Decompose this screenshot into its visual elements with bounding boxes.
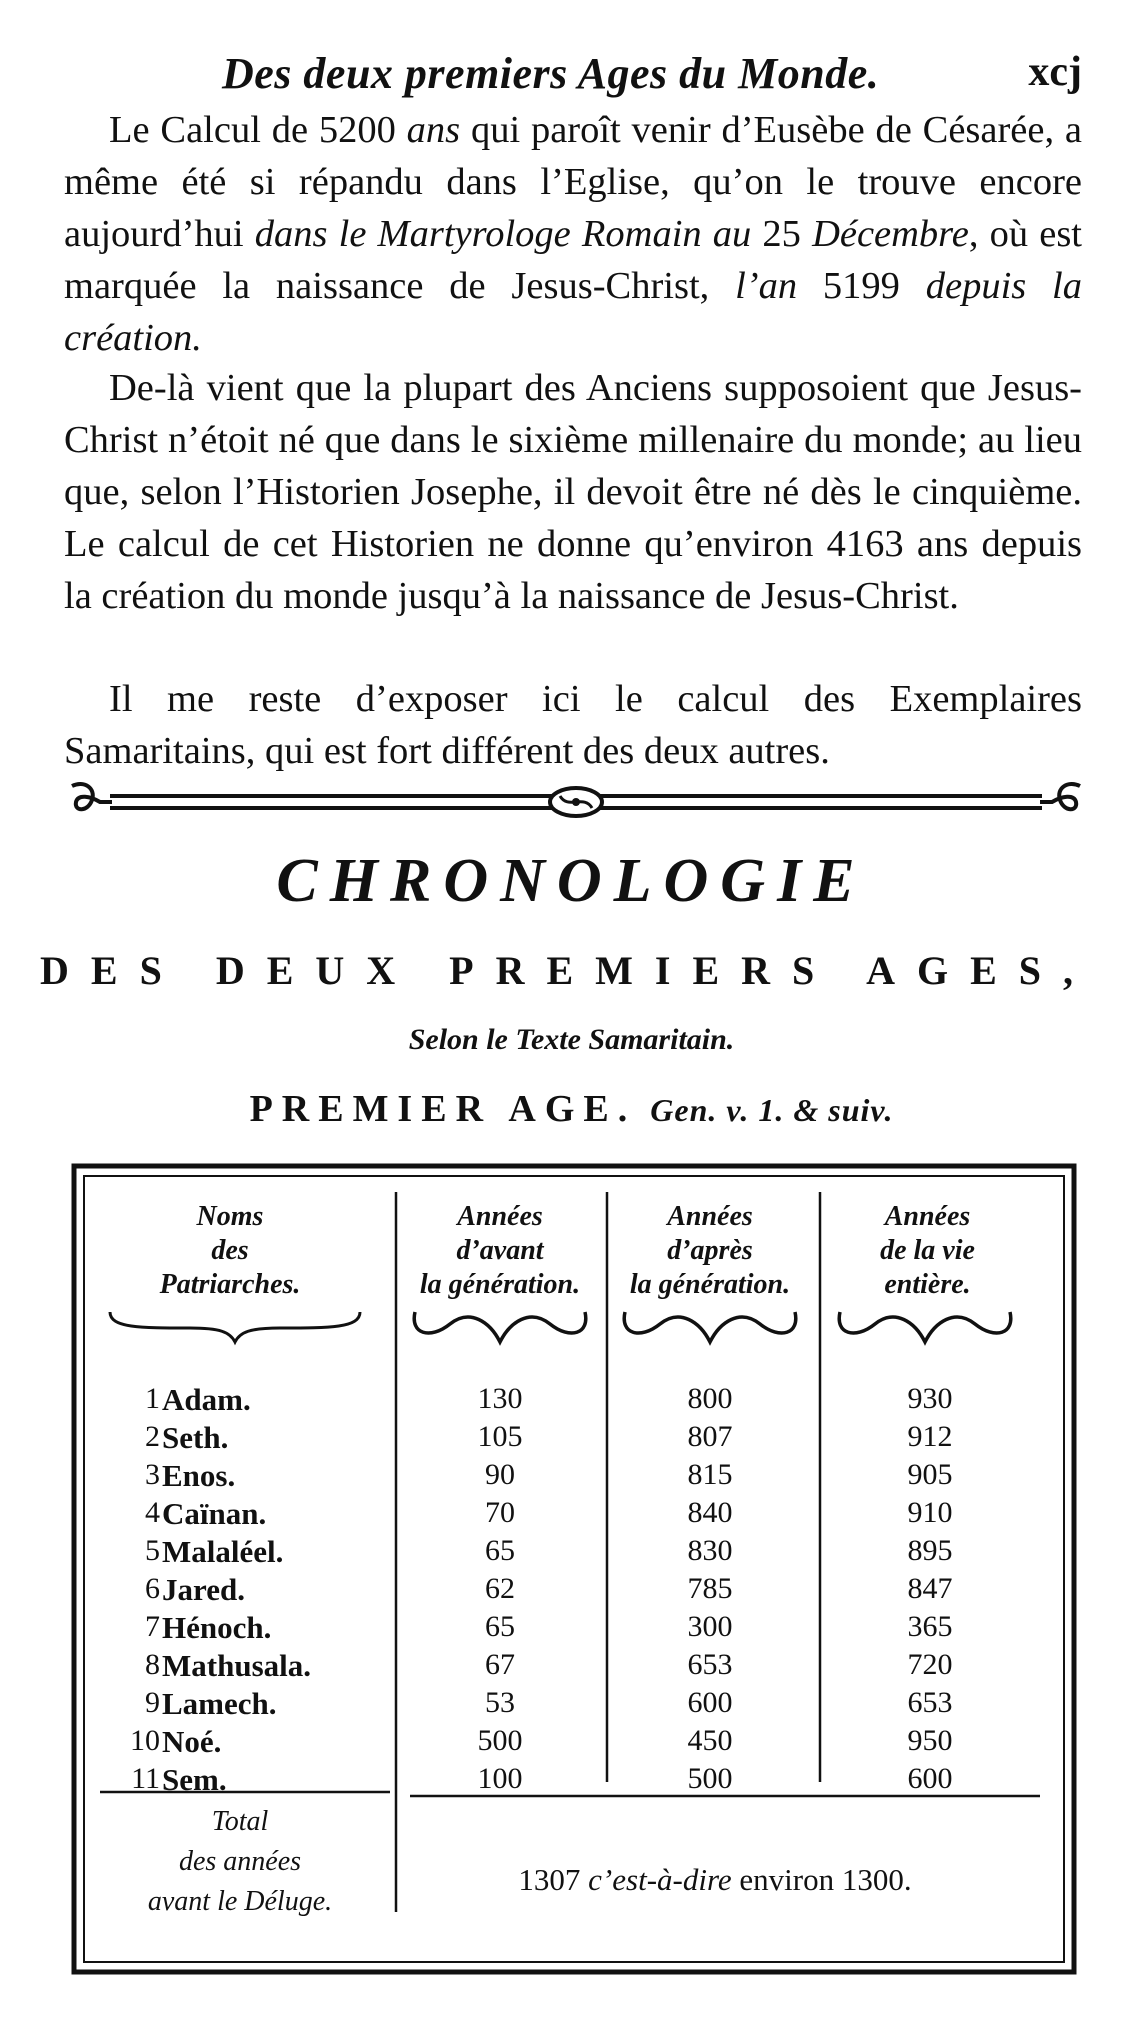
total-approx: environ 1300. xyxy=(739,1862,912,1897)
row-number: 5 xyxy=(145,1534,160,1567)
table-row xyxy=(70,1572,1078,1610)
years-after: 500 xyxy=(687,1762,733,1795)
ornamental-divider xyxy=(70,778,1082,826)
total-label xyxy=(90,1802,390,1922)
row-number: 3 xyxy=(145,1458,160,1491)
total-label-line: des années xyxy=(178,1846,302,1877)
paragraph-1-run: l’an xyxy=(735,265,798,307)
row-number: 9 xyxy=(145,1686,160,1719)
chronology-subtitle: DES DEUX PREMIERS AGES, xyxy=(40,948,1096,993)
header-line: Noms xyxy=(196,1201,264,1232)
table-row xyxy=(70,1686,1078,1724)
age-heading-label: PREMIER AGE. xyxy=(249,1088,637,1130)
table-row xyxy=(70,1420,1078,1458)
header-line: Patriarches. xyxy=(159,1269,301,1300)
years-before: 105 xyxy=(477,1420,523,1453)
patriarch-name: Malaléel. xyxy=(162,1534,284,1569)
years-before: 130 xyxy=(477,1382,523,1415)
years-after: 600 xyxy=(687,1686,733,1719)
years-before: 62 xyxy=(485,1572,515,1605)
chronology-title: CHRONOLOGIE xyxy=(276,847,867,915)
header-line: Années xyxy=(667,1201,753,1232)
years-after: 300 xyxy=(687,1610,733,1643)
chronology-source: Selon le Texte Samaritain. xyxy=(408,1023,735,1056)
patriarch-name: Sem. xyxy=(162,1762,227,1797)
table-row xyxy=(70,1724,1078,1762)
table-row xyxy=(70,1762,1078,1800)
total-life: 847 xyxy=(907,1572,953,1605)
total-life: 895 xyxy=(907,1534,953,1567)
age-reference: Gen. v. 1. & suiv. xyxy=(650,1092,894,1128)
years-before: 53 xyxy=(485,1686,515,1719)
total-life: 950 xyxy=(907,1724,953,1757)
patriarch-name: Noé. xyxy=(162,1724,222,1759)
paragraph-2 xyxy=(64,362,1082,622)
age-heading xyxy=(0,1087,1143,1131)
total-life: 930 xyxy=(907,1382,953,1415)
patriarchs-table xyxy=(70,1162,1078,1976)
header-line: la génération. xyxy=(629,1269,791,1300)
row-number: 7 xyxy=(145,1610,160,1643)
header-years-after xyxy=(610,1200,810,1302)
years-after: 785 xyxy=(687,1572,733,1605)
row-number: 6 xyxy=(145,1572,160,1605)
paragraph-1-run: dans le Martyrologe Romain au xyxy=(254,213,752,255)
paragraph-1-run: Le Calcul de 5200 xyxy=(109,109,407,151)
years-after: 800 xyxy=(687,1382,733,1415)
row-number: 2 xyxy=(145,1420,160,1453)
patriarch-name: Jared. xyxy=(162,1572,245,1607)
paragraph-3 xyxy=(64,673,1082,777)
years-before: 100 xyxy=(477,1762,523,1795)
header-line: d’après xyxy=(667,1235,753,1266)
total-life: 912 xyxy=(907,1420,953,1453)
paragraph-2-text: De-là vient que la plupart des Anciens supposoient que Jesus-Christ n’étoit né que dans le sixième millenaire du monde; au lieu que, selon l’Historien Josephe, il devoit être né dès le cinquième. Le calcul de cet Historien ne donne qu’environ 4163 ans depuis la création du monde jusqu’à la naissance de Jesus-Christ. xyxy=(64,367,1082,617)
paragraph-1-run: 5199 xyxy=(797,265,926,307)
years-before: 90 xyxy=(485,1458,515,1491)
paragraph-3-text: Il me reste d’exposer ici le calcul des Exemplaires Samaritains, qui est fort différent des deux autres. xyxy=(64,678,1082,772)
patriarch-name: Seth. xyxy=(162,1420,229,1455)
row-number: 11 xyxy=(131,1762,160,1795)
total-life: 365 xyxy=(907,1610,953,1643)
total-life: 720 xyxy=(907,1648,953,1681)
page-number: xcj xyxy=(1028,49,1082,95)
table-row xyxy=(70,1382,1078,1420)
header-line: d’avant xyxy=(456,1235,544,1266)
years-before: 500 xyxy=(477,1724,523,1757)
patriarch-name: Mathusala. xyxy=(162,1648,311,1683)
paragraph-1-run: depuis la création. xyxy=(64,265,1083,359)
years-after: 815 xyxy=(687,1458,733,1491)
patriarch-name: Adam. xyxy=(162,1382,251,1417)
header-line: la génération. xyxy=(419,1269,581,1300)
table-row xyxy=(70,1458,1078,1496)
patriarch-name: Caïnan. xyxy=(162,1496,267,1531)
years-before: 67 xyxy=(485,1648,515,1681)
total-number: 1307 xyxy=(518,1862,581,1897)
row-number: 4 xyxy=(145,1496,160,1529)
total-phrase: c’est-à-dire xyxy=(588,1862,732,1897)
years-after: 840 xyxy=(687,1496,733,1529)
total-label-line: Total xyxy=(211,1806,269,1837)
table-row xyxy=(70,1648,1078,1686)
total-life: 910 xyxy=(907,1496,953,1529)
table-row xyxy=(70,1534,1078,1572)
running-head xyxy=(222,48,1082,108)
years-before: 65 xyxy=(485,1534,515,1567)
header-line: de la vie xyxy=(880,1235,975,1266)
header-line: Années xyxy=(884,1201,971,1232)
paragraph-1-run: 25 xyxy=(751,213,813,255)
header-line: Années xyxy=(457,1201,543,1232)
table-row xyxy=(70,1496,1078,1534)
header-years-before xyxy=(400,1200,600,1302)
paragraph-1-run: qui paroît venir d’Eusèbe de Césarée, a même été si répandu dans l’Eglise, qu’on le trouve encore aujourd’hui xyxy=(64,109,1082,255)
total-label-line: avant le Déluge. xyxy=(147,1886,333,1917)
row-number: 10 xyxy=(130,1724,160,1757)
paragraph-1-run: , où est marquée la naissance de Jesus-Christ, xyxy=(64,213,1082,307)
header-patriarch-names xyxy=(90,1200,370,1302)
years-after: 807 xyxy=(687,1420,733,1453)
paragraph-1-run: ans xyxy=(406,109,461,151)
header-total-life xyxy=(825,1200,1030,1302)
years-after: 653 xyxy=(687,1648,733,1681)
years-after: 450 xyxy=(687,1724,733,1757)
total-life: 905 xyxy=(907,1458,953,1491)
total-life: 653 xyxy=(907,1686,953,1719)
row-number: 8 xyxy=(145,1648,160,1681)
patriarch-name: Enos. xyxy=(162,1458,236,1493)
patriarch-name: Lamech. xyxy=(162,1686,277,1721)
header-line: des xyxy=(211,1235,249,1266)
total-value xyxy=(400,1862,1030,1898)
total-life: 600 xyxy=(907,1762,953,1795)
row-number: 1 xyxy=(145,1382,160,1415)
patriarch-name: Hénoch. xyxy=(162,1610,272,1645)
years-before: 70 xyxy=(485,1496,515,1529)
running-title: Des deux premiers Ages du Monde. xyxy=(222,49,880,98)
header-line: entière. xyxy=(884,1269,971,1300)
table-row xyxy=(70,1610,1078,1648)
paragraph-1-text xyxy=(64,104,1082,364)
years-before: 65 xyxy=(485,1610,515,1643)
paragraph-1 xyxy=(64,104,1082,364)
paragraph-1-run: Décembre xyxy=(812,213,969,255)
years-after: 830 xyxy=(687,1534,733,1567)
